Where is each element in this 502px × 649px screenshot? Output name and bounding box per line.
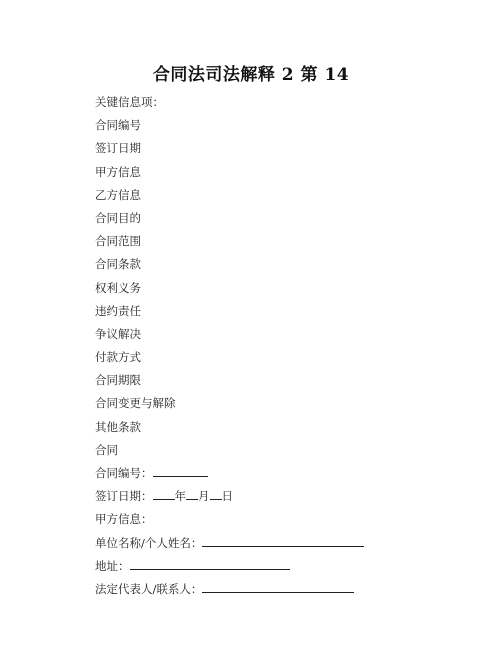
list-item: 合同期限 (95, 373, 141, 388)
month-blank (186, 488, 198, 500)
contract-no-line (95, 465, 364, 488)
legal-rep-blank (202, 581, 354, 593)
sign-date-label: 签订日期： (95, 489, 153, 504)
list-item: 权利义务 (95, 280, 141, 295)
list-item: 签订日期 (95, 141, 141, 156)
unit-name-line (95, 535, 364, 558)
contract-no-label: 合同编号： (95, 466, 153, 480)
list-item: 合同变更与解除 (95, 396, 176, 411)
year-text: 年 (174, 489, 186, 504)
list-item: 合同条款 (95, 257, 141, 272)
party-a-heading: 甲方信息： (95, 512, 153, 527)
list-item: 争议解决 (95, 326, 141, 341)
address-line (95, 558, 364, 581)
contract-heading: 合同 (95, 442, 118, 457)
key-info-heading: 关键信息项： (95, 95, 164, 109)
address-label: 地址： (95, 558, 130, 573)
sign-date-line (95, 488, 364, 511)
address-blank (130, 558, 290, 570)
list-item: 合同目的 (95, 210, 141, 225)
month-text: 月 (198, 489, 210, 504)
list-item: 付款方式 (95, 350, 141, 365)
legal-rep-line (95, 581, 364, 604)
document-title: 合同法司法解释 2 第 14 (152, 65, 350, 85)
day-text: 日 (221, 489, 233, 504)
list-item: 乙方信息 (95, 187, 141, 202)
legal-rep-label: 法定代表人/联系人： (95, 581, 203, 596)
list-item: 合同范围 (95, 234, 141, 249)
year-blank (153, 488, 175, 500)
unit-name-blank (202, 535, 364, 547)
contract-no-blank (153, 465, 208, 477)
list-item: 合同编号 (95, 118, 141, 133)
document-body (95, 94, 364, 604)
unit-name-label: 单位名称/个人姓名： (95, 535, 203, 550)
list-item: 违约责任 (95, 303, 141, 318)
list-item: 其他条款 (95, 419, 141, 434)
list-item: 甲方信息 (95, 164, 141, 179)
day-blank (210, 488, 222, 500)
